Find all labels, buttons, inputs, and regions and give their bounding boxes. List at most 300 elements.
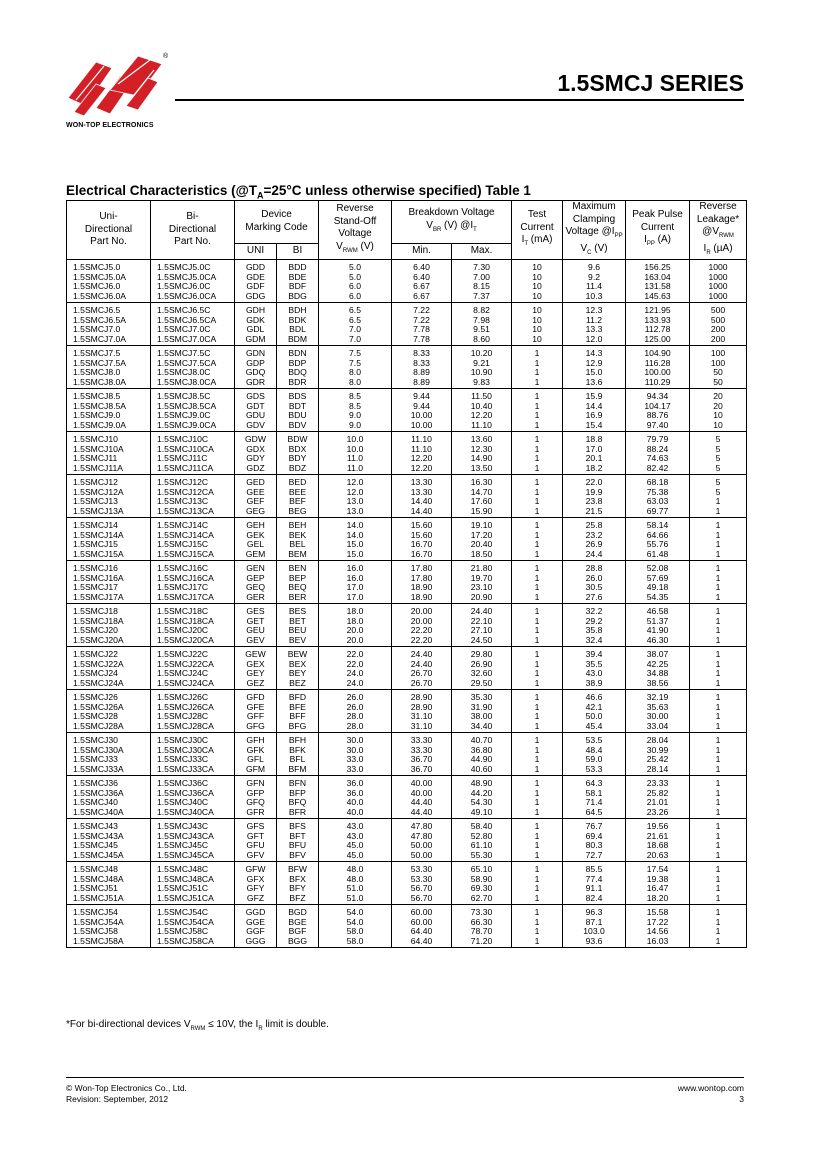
table-cell: 17.80 <box>392 574 452 584</box>
table-cell: GDN <box>235 346 277 359</box>
table-cell: 44.40 <box>392 798 452 808</box>
table-cell: 23.2 <box>563 531 626 541</box>
table-cell: 1.5SMCJ7.5C <box>151 346 235 359</box>
table-cell: GDZ <box>235 464 277 475</box>
table-row <box>67 518 747 531</box>
table-cell: 64.40 <box>392 937 452 948</box>
table-cell: 1 <box>512 604 563 617</box>
table-cell: 1 <box>690 755 747 765</box>
table-cell: 9.21 <box>452 359 512 369</box>
table-cell: 19.70 <box>452 574 512 584</box>
table-cell: 9.2 <box>563 273 626 283</box>
table-cell: 49.18 <box>626 583 690 593</box>
table-cell: 1 <box>690 832 747 842</box>
series-title: 1.5SMCJ SERIES <box>557 70 744 96</box>
table-cell: 69.30 <box>452 884 512 894</box>
table-cell: 1 <box>512 733 563 746</box>
table-cell: 18.20 <box>626 894 690 905</box>
table-cell: 9.6 <box>563 260 626 273</box>
table-cell: 1 <box>512 841 563 851</box>
table-row <box>67 862 747 875</box>
table-cell: 7.37 <box>452 292 512 303</box>
table-cell: 7.5 <box>319 359 392 369</box>
table-cell: 13.0 <box>319 497 392 507</box>
table-cell: 14.0 <box>319 518 392 531</box>
table-row <box>67 690 747 703</box>
table-cell: 50 <box>690 368 747 378</box>
table-cell: 200 <box>690 335 747 346</box>
table-cell: 12.0 <box>563 335 626 346</box>
table-cell: 125.00 <box>626 335 690 346</box>
table-cell: 33.0 <box>319 755 392 765</box>
table-cell: 1.5SMCJ6.0CA <box>151 292 235 303</box>
table-cell: BDL <box>277 325 319 335</box>
table-row <box>67 722 747 733</box>
table-cell: BDS <box>277 389 319 402</box>
table-cell: 8.33 <box>392 359 452 369</box>
table-cell: 1 <box>512 518 563 531</box>
table-cell: 24.40 <box>392 660 452 670</box>
table-cell: 36.70 <box>392 755 452 765</box>
table-cell: BFQ <box>277 798 319 808</box>
table-cell: 8.0 <box>319 368 392 378</box>
table-cell: 46.58 <box>626 604 690 617</box>
table-cell: 1 <box>690 561 747 574</box>
table-cell: 14.3 <box>563 346 626 359</box>
table-cell: BDF <box>277 282 319 292</box>
table-cell: GEK <box>235 531 277 541</box>
table-cell: 17.0 <box>563 445 626 455</box>
table-cell: 32.60 <box>452 669 512 679</box>
table-cell: 33.30 <box>392 733 452 746</box>
table-cell: 14.4 <box>563 402 626 412</box>
table-row <box>67 819 747 832</box>
col-test-current: Test Current $I_T$ (mA) <box>512 201 563 260</box>
table-cell: 163.04 <box>626 273 690 283</box>
table-cell: 85.5 <box>563 862 626 875</box>
table-cell: 1.5SMCJ5.0CA <box>151 273 235 283</box>
table-cell: 36.0 <box>319 789 392 799</box>
website-link[interactable]: www.wontop.com <box>677 1083 744 1093</box>
table-cell: 7.22 <box>392 316 452 326</box>
table-cell: 1000 <box>690 282 747 292</box>
table-cell: 1.5SMCJ36CA <box>151 789 235 799</box>
table-cell: 1 <box>690 712 747 722</box>
table-cell: 11.0 <box>319 464 392 475</box>
table-cell: 10 <box>512 303 563 316</box>
table-cell: BEF <box>277 497 319 507</box>
footer-right <box>678 1083 744 1105</box>
table-cell: 29.50 <box>452 679 512 690</box>
table-cell: 1.5SMCJ51 <box>67 884 151 894</box>
table-cell: GDE <box>235 273 277 283</box>
table-cell: 1.5SMCJ8.5CA <box>151 402 235 412</box>
table-cell: 47.80 <box>392 832 452 842</box>
table-cell: GDU <box>235 411 277 421</box>
table-cell: 35.8 <box>563 626 626 636</box>
table-cell: 88.76 <box>626 411 690 421</box>
table-cell: 42.1 <box>563 703 626 713</box>
table-cell: 29.2 <box>563 617 626 627</box>
table-cell: 53.5 <box>563 733 626 746</box>
table-row <box>67 292 747 303</box>
table-cell: 54.0 <box>319 918 392 928</box>
table-cell: 1.5SMCJ20C <box>151 626 235 636</box>
table-cell: 1.5SMCJ18CA <box>151 617 235 627</box>
table-cell: 1 <box>690 937 747 948</box>
table-row <box>67 593 747 604</box>
table-cell: 1 <box>512 776 563 789</box>
table-cell: 8.60 <box>452 335 512 346</box>
table-cell: 6.0 <box>319 282 392 292</box>
table-cell: 18.8 <box>563 432 626 445</box>
table-cell: 1.5SMCJ18C <box>151 604 235 617</box>
electrical-characteristics-table <box>66 200 747 948</box>
table-cell: 500 <box>690 316 747 326</box>
col-peak-pulse-current: Peak Pulse Current $I_{PP}$ (A) <box>626 201 690 260</box>
table-cell: 21.80 <box>452 561 512 574</box>
table-cell: 7.78 <box>392 335 452 346</box>
table-cell: 1.5SMCJ24CA <box>151 679 235 690</box>
table-cell: 64.5 <box>563 808 626 819</box>
table-cell: 1 <box>690 703 747 713</box>
table-cell: 1.5SMCJ6.5A <box>67 316 151 326</box>
table-cell: 1.5SMCJ43C <box>151 819 235 832</box>
table-cell: 1 <box>512 561 563 574</box>
table-cell: 10.00 <box>392 421 452 432</box>
table-cell: 58.0 <box>319 927 392 937</box>
table-cell: 43.0 <box>319 819 392 832</box>
table-cell: BFW <box>277 862 319 875</box>
table-cell: 19.9 <box>563 488 626 498</box>
page-number: 3 <box>739 1094 744 1104</box>
table-cell: 1.5SMCJ54C <box>151 905 235 918</box>
table-row <box>67 918 747 928</box>
table-cell: 59.0 <box>563 755 626 765</box>
table-cell: 1 <box>690 798 747 808</box>
logo-mark-icon <box>66 50 169 125</box>
table-row <box>67 927 747 937</box>
table-row <box>67 647 747 660</box>
table-cell: GDT <box>235 402 277 412</box>
table-cell: 1 <box>690 841 747 851</box>
table-cell: 1.5SMCJ26A <box>67 703 151 713</box>
table-cell: 1.5SMCJ58 <box>67 927 151 937</box>
table-cell: 22.20 <box>392 636 452 647</box>
table-cell: 82.4 <box>563 894 626 905</box>
table-cell: 1 <box>512 411 563 421</box>
table-cell: 53.30 <box>392 875 452 885</box>
table-cell: 22.0 <box>319 660 392 670</box>
table-cell: 1.5SMCJ6.0 <box>67 282 151 292</box>
table-cell: 26.0 <box>319 690 392 703</box>
table-cell: GFU <box>235 841 277 851</box>
table-row <box>67 316 747 326</box>
col-bi-part: Bi- Directional Part No. <box>151 201 235 260</box>
table-cell: 38.00 <box>452 712 512 722</box>
table-cell: 1.5SMCJ36 <box>67 776 151 789</box>
table-cell: 1.5SMCJ24 <box>67 669 151 679</box>
table-cell: 1 <box>690 862 747 875</box>
table-cell: 1.5SMCJ10 <box>67 432 151 445</box>
table-row <box>67 746 747 756</box>
table-cell: 47.80 <box>392 819 452 832</box>
table-cell: GEY <box>235 669 277 679</box>
table-cell: 82.42 <box>626 464 690 475</box>
table-cell: 22.10 <box>452 617 512 627</box>
table-cell: 8.33 <box>392 346 452 359</box>
footer-rule <box>66 1077 744 1078</box>
table-cell: GDM <box>235 335 277 346</box>
table-cell: 1.5SMCJ10CA <box>151 445 235 455</box>
table-cell: 1 <box>690 927 747 937</box>
table-cell: 40.00 <box>392 776 452 789</box>
table-cell: 1.5SMCJ28C <box>151 712 235 722</box>
table-cell: 1.5SMCJ48CA <box>151 875 235 885</box>
table-cell: 1.5SMCJ15C <box>151 540 235 550</box>
table-cell: GDW <box>235 432 277 445</box>
table-cell: GFW <box>235 862 277 875</box>
table-cell: 17.0 <box>319 593 392 604</box>
table-cell: 1 <box>512 497 563 507</box>
table-cell: 12.0 <box>319 475 392 488</box>
table-row <box>67 884 747 894</box>
table-cell: BDK <box>277 316 319 326</box>
table-cell: GFR <box>235 808 277 819</box>
table-cell: 12.9 <box>563 359 626 369</box>
table-cell: 45.0 <box>319 851 392 862</box>
table-cell: 73.30 <box>452 905 512 918</box>
won-top-logo <box>66 50 169 130</box>
table-cell: 100 <box>690 346 747 359</box>
table-cell: BDW <box>277 432 319 445</box>
table-cell: GGF <box>235 927 277 937</box>
table-cell: 1.5SMCJ18A <box>67 617 151 627</box>
table-cell: 71.4 <box>563 798 626 808</box>
table-cell: 26.70 <box>392 669 452 679</box>
table-cell: BGF <box>277 927 319 937</box>
table-cell: 1.5SMCJ16C <box>151 561 235 574</box>
table-cell: 30.0 <box>319 746 392 756</box>
table-cell: 1 <box>512 894 563 905</box>
table-row <box>67 402 747 412</box>
table-cell: BEN <box>277 561 319 574</box>
table-cell: 61.10 <box>452 841 512 851</box>
table-cell: 1.5SMCJ40 <box>67 798 151 808</box>
table-cell: 20.1 <box>563 454 626 464</box>
table-cell: BEL <box>277 540 319 550</box>
table-row <box>67 765 747 776</box>
table-cell: 56.70 <box>392 894 452 905</box>
table-cell: 1.5SMCJ13CA <box>151 507 235 518</box>
table-cell: 1.5SMCJ16CA <box>151 574 235 584</box>
table-cell: GFL <box>235 755 277 765</box>
table-cell: 1.5SMCJ43 <box>67 819 151 832</box>
table-cell: 11.10 <box>392 445 452 455</box>
table-cell: 1.5SMCJ43CA <box>151 832 235 842</box>
table-cell: 1.5SMCJ15A <box>67 550 151 561</box>
table-cell: 8.5 <box>319 402 392 412</box>
table-row <box>67 464 747 475</box>
table-cell: 9.0 <box>319 411 392 421</box>
table-cell: GEN <box>235 561 277 574</box>
table-cell: GDS <box>235 389 277 402</box>
table-cell: 15.9 <box>563 389 626 402</box>
table-cell: 1.5SMCJ5.0C <box>151 260 235 273</box>
table-cell: 1.5SMCJ10C <box>151 432 235 445</box>
table-cell: BFN <box>277 776 319 789</box>
table-row <box>67 617 747 627</box>
table-cell: 15.4 <box>563 421 626 432</box>
table-cell: 1 <box>512 475 563 488</box>
table-cell: 14.40 <box>392 497 452 507</box>
table-cell: 1.5SMCJ18 <box>67 604 151 617</box>
table-cell: 1.5SMCJ6.0C <box>151 282 235 292</box>
table-cell: 1 <box>512 647 563 660</box>
table-cell: 1.5SMCJ30 <box>67 733 151 746</box>
table-cell: BFF <box>277 712 319 722</box>
table-cell: 1.5SMCJ33 <box>67 755 151 765</box>
table-cell: BDY <box>277 454 319 464</box>
table-cell: BET <box>277 617 319 627</box>
table-cell: 30.5 <box>563 583 626 593</box>
table-cell: 1 <box>690 819 747 832</box>
table-cell: 22.0 <box>319 647 392 660</box>
table-cell: 1.5SMCJ17A <box>67 593 151 604</box>
table-cell: 1 <box>690 894 747 905</box>
table-cell: BFD <box>277 690 319 703</box>
table-cell: 1.5SMCJ14A <box>67 531 151 541</box>
table-cell: 23.26 <box>626 808 690 819</box>
table-cell: 10.40 <box>452 402 512 412</box>
table-cell: 7.0 <box>319 325 392 335</box>
table-cell: BDM <box>277 335 319 346</box>
table-cell: 57.69 <box>626 574 690 584</box>
table-cell: 1 <box>690 540 747 550</box>
table-row <box>67 273 747 283</box>
table-cell: 25.82 <box>626 789 690 799</box>
table-cell: 1 <box>512 746 563 756</box>
table-cell: 1.5SMCJ7.5CA <box>151 359 235 369</box>
table-cell: 1 <box>512 432 563 445</box>
table-cell: 1.5SMCJ7.0C <box>151 325 235 335</box>
table-cell: 1.5SMCJ17C <box>151 583 235 593</box>
table-cell: 26.0 <box>319 703 392 713</box>
table-cell: 48.0 <box>319 862 392 875</box>
table-cell: 13.0 <box>319 507 392 518</box>
table-cell: 31.90 <box>452 703 512 713</box>
table-cell: 15.60 <box>392 531 452 541</box>
table-cell: 11.0 <box>319 454 392 464</box>
table-cell: 145.63 <box>626 292 690 303</box>
table-cell: 21.5 <box>563 507 626 518</box>
table-cell: 12.20 <box>392 454 452 464</box>
table-cell: BGD <box>277 905 319 918</box>
table-cell: 1 <box>690 531 747 541</box>
table-cell: 26.0 <box>563 574 626 584</box>
table-cell: 1 <box>690 518 747 531</box>
table-cell: BFH <box>277 733 319 746</box>
table-cell: 1.5SMCJ9.0 <box>67 411 151 421</box>
table-cell: 1.5SMCJ5.0 <box>67 260 151 273</box>
table-cell: 1.5SMCJ20 <box>67 626 151 636</box>
table-cell: 1 <box>690 884 747 894</box>
table-cell: GEZ <box>235 679 277 690</box>
table-cell: 26.9 <box>563 540 626 550</box>
table-cell: 10.00 <box>392 411 452 421</box>
table-cell: 16.70 <box>392 540 452 550</box>
table-cell: 1 <box>512 378 563 389</box>
table-cell: 18.90 <box>392 593 452 604</box>
table-cell: 15.0 <box>563 368 626 378</box>
table-row <box>67 841 747 851</box>
table-cell: 1.5SMCJ45A <box>67 851 151 862</box>
table-cell: 1 <box>690 507 747 518</box>
table-cell: 58.90 <box>452 875 512 885</box>
table-cell: 5 <box>690 475 747 488</box>
table-cell: 23.8 <box>563 497 626 507</box>
table-cell: 38.56 <box>626 679 690 690</box>
table-cell: 20.63 <box>626 851 690 862</box>
table-cell: 51.0 <box>319 894 392 905</box>
table-cell: 18.2 <box>563 464 626 475</box>
table-cell: GEE <box>235 488 277 498</box>
table-cell: 1 <box>690 583 747 593</box>
table-cell: 1.5SMCJ13A <box>67 507 151 518</box>
table-cell: 1 <box>512 832 563 842</box>
table-cell: 1.5SMCJ12 <box>67 475 151 488</box>
table-cell: 1.5SMCJ36A <box>67 789 151 799</box>
table-cell: GEF <box>235 497 277 507</box>
table-cell: 1.5SMCJ11CA <box>151 464 235 475</box>
table-cell: BDE <box>277 273 319 283</box>
table-row <box>67 669 747 679</box>
table-cell: 80.3 <box>563 841 626 851</box>
table-cell: 1 <box>690 851 747 862</box>
table-cell: 1 <box>512 445 563 455</box>
table-row <box>67 378 747 389</box>
table-cell: 27.6 <box>563 593 626 604</box>
table-cell: 63.03 <box>626 497 690 507</box>
table-cell: 28.0 <box>319 712 392 722</box>
table-cell: 1.5SMCJ13C <box>151 497 235 507</box>
table-cell: 1 <box>512 703 563 713</box>
table-cell: 8.0 <box>319 378 392 389</box>
table-cell: 20.0 <box>319 626 392 636</box>
table-cell: GFZ <box>235 894 277 905</box>
table-cell: 1.5SMCJ33CA <box>151 765 235 776</box>
table-cell: 1.5SMCJ12A <box>67 488 151 498</box>
table-cell: 1000 <box>690 273 747 283</box>
table-cell: 22.0 <box>563 475 626 488</box>
table-cell: 1.5SMCJ7.5 <box>67 346 151 359</box>
table-cell: 1.5SMCJ45CA <box>151 851 235 862</box>
table-cell: BEM <box>277 550 319 561</box>
table-cell: 17.0 <box>319 583 392 593</box>
table-cell: 58.14 <box>626 518 690 531</box>
table-cell: BDH <box>277 303 319 316</box>
table-cell: 1.5SMCJ51CA <box>151 894 235 905</box>
table-cell: 19.10 <box>452 518 512 531</box>
table-cell: 1 <box>512 712 563 722</box>
table-cell: 40.70 <box>452 733 512 746</box>
table-cell: 33.30 <box>392 746 452 756</box>
table-cell: GDH <box>235 303 277 316</box>
table-cell: GFE <box>235 703 277 713</box>
table-cell: 10 <box>512 260 563 273</box>
table-cell: 17.22 <box>626 918 690 928</box>
table-cell: 97.40 <box>626 421 690 432</box>
